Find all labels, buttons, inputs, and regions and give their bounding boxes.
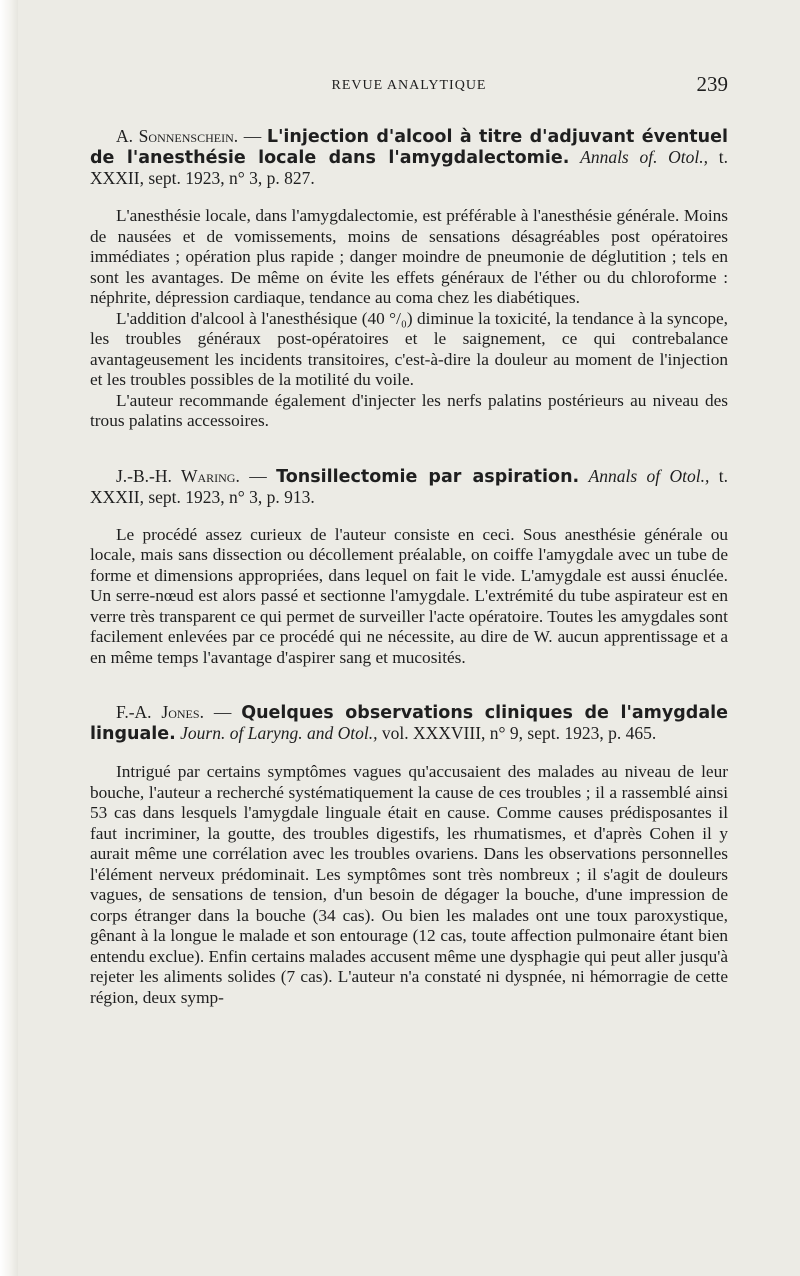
entry-title: L'injection d'alcool à titre d'adjuvant éventuel de l'anesthésie locale dans l'amygdalectomie. bbox=[90, 127, 728, 168]
entry-citation bbox=[90, 702, 728, 744]
entry-paragraph: Le procédé assez curieux de l'auteur consiste en ceci. Sous anesthésie générale ou locale, mais sans dissection ou décollement préalable, on coiffe l'amygdale avec un tube de forme et dimensions appropriées, dans lequel on fait le vide. L'amygdale est aussi énuclée. Un serre-nœud est alors passé et sectionne l'amygdale. L'extrémité du tube aspirateur est en verre très transparent ce qui permet de surveiller l'acte opératoire. Toutes les amygdales sont facilement enlevées par ce procédé qui ne nécessite, au dire de W. aucun apprentissage et a en même temps l'avantage d'aspirer sang et mucosités. bbox=[90, 524, 728, 667]
entry-title: Tonsillectomie par aspiration. bbox=[276, 466, 580, 487]
entry-journal: Annals of. Otol., bbox=[580, 147, 709, 167]
entry-journal: Annals of Otol., bbox=[588, 465, 710, 486]
entry-paragraph: L'anesthésie locale, dans l'amygdalectomie, est préférable à l'anesthésie générale. Moins de nausées et de vomissements, moins de sensations désagréables post opératoires immédiates ; opération plus rapide ; danger moindre de pneumonie de déglutition ; tels en sont les avantages. De même on évite les effets généraux de l'éther ou du chloroforme : néphrite, dépression cardiaque, tendance au coma chez les diabétiques. bbox=[90, 206, 728, 307]
entry-paragraph: L'auteur recommande également d'injecter les nerfs palatins postérieurs au niveau des trous palatins accessoires. bbox=[90, 390, 728, 430]
review-entry-sonnenschein bbox=[90, 126, 728, 432]
entry-details: vol. XXXVIII, n° 9, sept. 1923, p. 465. bbox=[377, 723, 657, 743]
entry-title: Quelques observations cliniques de l'amygdale linguale. bbox=[90, 703, 729, 744]
review-entry-jones bbox=[90, 702, 728, 1008]
entry-author: F.-A. Jones. bbox=[116, 702, 204, 722]
citation-dash: — bbox=[238, 126, 267, 146]
running-title: REVUE ANALYTIQUE bbox=[331, 78, 487, 93]
review-entry-waring bbox=[90, 466, 728, 669]
entry-journal: Journ. of Laryng. and Otol., bbox=[180, 723, 378, 743]
entry-paragraph: Intrigué par certains symptômes vagues qu'accusaient des malades au niveau de leur bouche, l'auteur a recherché systématiquement la cause de ces troubles ; il a rassemblé ainsi 53 cas dans lesquels l'amygdale linguale était en cause. Comme causes prédisposantes il faut incriminer, la goutte, des troubles digestifs, les rhumatismes, et d'après Cohen il y aurait même une corrélation avec les troubles ovariens. Dans les observations personnelles l'élément nerveux prédominait. Les symptômes sont très nombreux ; il s'agit de douleurs vagues, de sensations de tension, d'un besoin de dégager la bouche, d'une impression de corps étranger dans la bouche (34 cas). Ou bien les malades ont une toux paroxystique, gênant à la longue le malade et son entourage (12 cas, toute affection pulmonaire étant bien entendu exclue). Enfin certains malades accusent même une dysphagie qui peut aller jusqu'à rejeter les aliments solides (7 cas). L'auteur n'a constaté ni dyspnée, ni hémorragie de cette région, deux symp- bbox=[90, 762, 728, 1007]
page-content bbox=[90, 72, 728, 1042]
entry-citation bbox=[90, 466, 728, 507]
citation-dash: — bbox=[203, 702, 242, 722]
page-number: 239 bbox=[696, 72, 728, 96]
citation-dash: — bbox=[239, 465, 277, 486]
entry-author: J.-B.-H. Waring. bbox=[116, 465, 240, 486]
entry-details: t. XXXII, sept. 1923, n° 3, p. 913. bbox=[90, 465, 729, 507]
entry-details: t. XXXII, sept. 1923, n° 3, p. 827. bbox=[90, 147, 729, 188]
entry-author: A. Sonnenschein. bbox=[116, 126, 239, 146]
running-head bbox=[90, 72, 728, 102]
entry-paragraph: L'addition d'alcool à l'anesthésique (40 °/₀) diminue la toxicité, la tendance à la syncope, les troubles généraux post-opératoires et le saignement, ce qui contrebalance avantageusement les incidents transitoires, c'est-à-dire la douleur au moment de l'injection et les troubles possibles de la motilité du voile. bbox=[90, 308, 728, 389]
entry-citation bbox=[90, 126, 728, 188]
page-binding-edge bbox=[0, 0, 18, 1276]
